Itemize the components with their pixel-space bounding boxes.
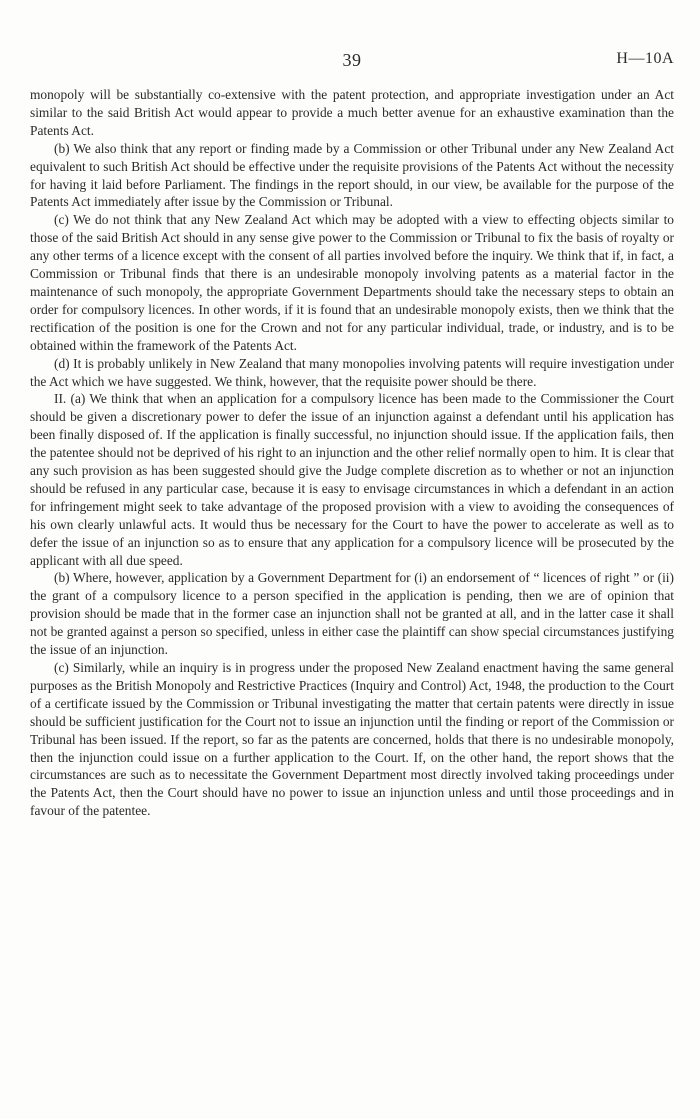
paragraph-d: (d) It is probably unlikely in New Zealand that many monopolies involving patents will require investigation under the Act which we have suggested. We think, however, that the requisite power should be there. <box>30 355 674 389</box>
paragraph-ii-c: (c) Similarly, while an inquiry is in progress under the proposed New Zealand enactment having the same general purposes as the British Monopoly and Restrictive Practices (Inquiry and Control) Act, 1948, the production to the Court of a certificate issued by the Commission or Tribunal investigating the matter that certain patents were directly in issue should be sufficient justification for the Court not to issue an injunction until the finding or report of the Commission or Tribunal has been issued. If the report, so far as the patents are concerned, holds that there is no undesirable monopoly, then the injunction could issue on a further application to the Court. If, on the other hand, the report shows that the circumstances are such as to necessitate the Government Department most directly involved taking proceedings under the Patents Act, then the Court should have no power to issue an injunction unless and until those proceedings and in favour of the patentee. <box>30 660 674 819</box>
paragraph-c: (c) We do not think that any New Zealand Act which may be adopted with a view to effecting objects similar to those of the said British Act should in any sense give power to the Commission or Tribunal to fix the basis of royalty or any other terms of a licence except with the consent of all parties involved before the inquiry. We think that if, in fact, a Commission or Tribunal finds that there is an undesirable monopoly involving patents as a material factor in the maintenance of such monopoly, the appropriate Government Departments should take the necessary steps to obtain an order for compulsory licences. In other words, if it is found that an undesirable monopoly exists, then we think that the rectification of the position is one for the Crown and not for any particular individual, trade, or industry, and is to be obtained within the framework of the Patents Act. <box>30 212 674 353</box>
paragraph-ii-a: II. (a) We think that when an application for a compulsory licence has been made to the Commissioner the Court should be given a discretionary power to defer the issue of an injunction against a defendant until his application has been finally disposed of. If the application is finally successful, no injunction should issue. If the application fails, then the patentee should not be deprived of his right to an injunction and the other relief normally open to him. It is clear that any such provision as has been suggested should give the Judge complete discretion as to whether or not an injunction should be refused in any particular case, because it is easy to envisage circumstances in which a defendant in an action for infringement might seek to take advantage of the proposed provision with a view to avoiding the consequences of his own clearly unlawful acts. It would thus be necessary for the Court to have the power to accelerate as well as to defer the issue of an injunction so as to ensure that any application for a compulsory licence will be prosecuted by the applicant with all due speed. <box>30 391 674 568</box>
paragraph-ii-b: (b) Where, however, application by a Government Department for (i) an endorsement of “ licences of right ” or (ii) the grant of a compulsory licence to a person specified in the application is pending, then we are of opinion that provision should be made that in the former case an injunction shall not be granted at all, and in the latter case it shall not be granted against a person so specified, unless in either case the plaintiff can show special circumstances justifying the issue of an injunction. <box>30 570 674 658</box>
document-reference: H—10A <box>616 50 674 67</box>
paragraph-b: (b) We also think that any report or finding made by a Commission or other Tribunal under any New Zealand Act equivalent to such British Act should be effective under the requisite provisions of the Patents Act without the necessity for having it laid before Parliament. The findings in the report should, in our view, be available for the purpose of the Patents Act immediately after issue by the Commission or Tribunal. <box>30 140 674 210</box>
page-number: 39 <box>342 50 362 70</box>
paragraph-continuation: monopoly will be substantially co-extensive with the patent protection, and appropriate investigation under an Act similar to the said British Act would appear to provide a much better avenue for an exhaustive examination than the Patents Act. <box>30 87 674 138</box>
page-header <box>30 50 674 74</box>
body-text <box>30 86 674 820</box>
